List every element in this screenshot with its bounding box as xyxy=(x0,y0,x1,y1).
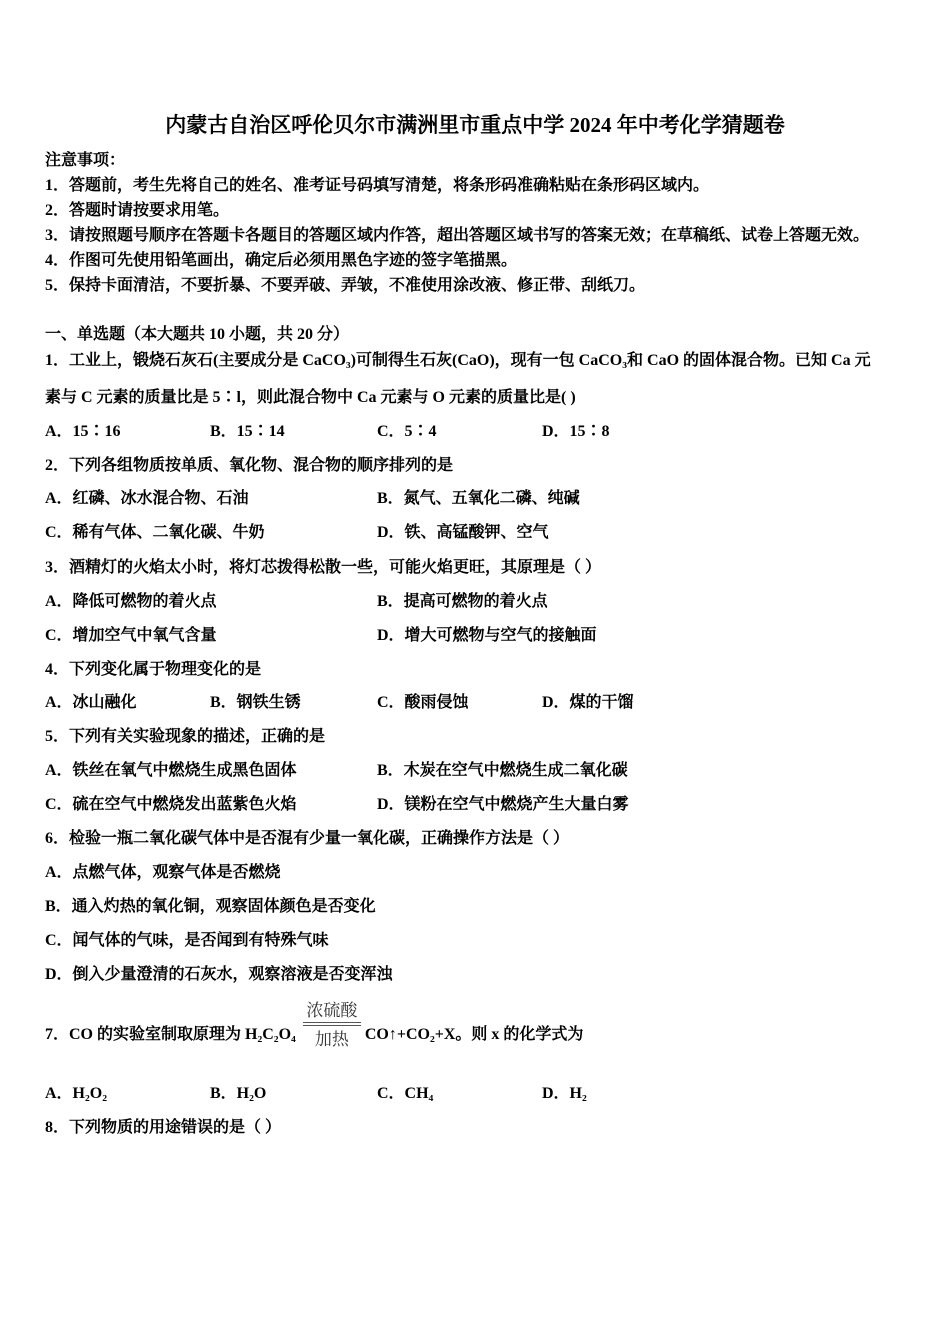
option-a: A．红磷、冰水混合物、石油 xyxy=(45,490,249,507)
option-c: C．5∶4 xyxy=(377,423,437,440)
option-b: B．钢铁生锈 xyxy=(210,694,301,711)
notice-heading: 注意事项： xyxy=(45,152,126,169)
option-d: D．倒入少量澄清的石灰水，观察溶液是否变浑浊 xyxy=(45,966,393,983)
question-4-options xyxy=(45,693,925,713)
option-a: A．15∶16 xyxy=(45,423,121,440)
question-5-stem: 5．下列有关实验现象的描述，正确的是 xyxy=(45,728,326,745)
option-c: C．闻气体的气味，是否闻到有特殊气味 xyxy=(45,932,329,949)
section-heading: 一、单选题（本大题共 10 小题，共 20 分） xyxy=(45,326,350,343)
question-2-options-row-2 xyxy=(45,523,925,543)
question-3-options-row-2 xyxy=(45,626,925,646)
question-5-options-row-2 xyxy=(45,795,925,815)
option-d: D．镁粉在空气中燃烧产生大量白雾 xyxy=(377,796,629,813)
question-6-stem: 6．检验一瓶二氧化碳气体中是否混有少量一氧化碳，正确操作方法是（ ） xyxy=(45,830,570,847)
option-c: C．硫在空气中燃烧发出蓝紫色火焰 xyxy=(45,796,297,813)
option-a: A．H₂O₂ xyxy=(45,1085,108,1102)
option-b: B．提高可燃物的着火点 xyxy=(377,593,548,610)
question-3-stem: 3．酒精灯的火焰太小时，将灯芯拨得松散一些，可能火焰更旺，其原理是（ ） xyxy=(45,559,602,576)
question-7-stem-after: CO↑+CO₂+X。则 x 的化学式为 xyxy=(364,1026,584,1043)
question-1-stem-continued: 素与 C 元素的质量比是 5∶l，则此混合物中 Ca 元素与 O 元素的质量比是( ) xyxy=(45,389,576,406)
notice-item: 2．答题时请按要求用笔。 xyxy=(45,202,230,219)
option-b: B．15∶14 xyxy=(210,423,285,440)
option-a: A．冰山融化 xyxy=(45,694,137,711)
option-b: B．通入灼热的氧化铜，观察固体颜色是否变化 xyxy=(45,898,376,915)
question-7-stem xyxy=(45,998,583,1051)
question-1-stem: 1．工业上，锻烧石灰石(主要成分是 CaCO₃)可制得生石灰(CaO)，现有一包 CaCO₃和 CaO 的固体混合物。已知 Ca 元 xyxy=(45,352,871,369)
question-7-options xyxy=(45,1084,925,1104)
option-c: C．酸雨侵蚀 xyxy=(377,694,469,711)
question-7-stem-before: 7．CO 的实验室制取原理为 H₂C₂O₄ xyxy=(45,1026,296,1043)
reaction-equals-sign xyxy=(303,1022,361,1026)
page-title: 内蒙古自治区呼伦贝尔市满洲里市重点中学 2024 年中考化学猜题卷 xyxy=(165,113,785,137)
option-d: D．煤的干馏 xyxy=(542,694,634,711)
question-1-options xyxy=(45,422,925,442)
question-2-stem: 2．下列各组物质按单质、氧化物、混合物的顺序排列的是 xyxy=(45,457,454,474)
option-c: C．CH₄ xyxy=(377,1085,434,1102)
option-b: B．氮气、五氧化二磷、纯碱 xyxy=(377,490,580,507)
notice-item: 4．作图可先使用铅笔画出，确定后必须用黑色字迹的签字笔描黑。 xyxy=(45,252,518,269)
question-3-options-row-1 xyxy=(45,592,925,612)
option-a: A．点燃气体，观察气体是否燃烧 xyxy=(45,864,281,881)
option-a: A．铁丝在氧气中燃烧生成黑色固体 xyxy=(45,762,297,779)
question-2-options-row-1 xyxy=(45,489,925,509)
option-d: D．增大可燃物与空气的接触面 xyxy=(377,627,597,644)
option-b: B．木炭在空气中燃烧生成二氧化碳 xyxy=(377,762,628,779)
question-8-stem: 8．下列物质的用途错误的是（ ） xyxy=(45,1119,282,1136)
question-4-stem: 4．下列变化属于物理变化的是 xyxy=(45,661,262,678)
question-5-options-row-1 xyxy=(45,761,925,781)
option-d: D．铁、高锰酸钾、空气 xyxy=(377,524,549,541)
notice-item: 1．答题前，考生先将自己的姓名、准考证号码填写清楚，将条形码准确粘贴在条形码区域内。 xyxy=(45,177,710,194)
option-d: D．H₂ xyxy=(542,1085,587,1102)
notice-item: 3．请按照题号顺序在答题卡各题目的答题区域内作答，超出答题区域书写的答案无效；在草稿纸、试卷上答题无效。 xyxy=(45,227,870,244)
reaction-condition xyxy=(303,998,361,1051)
reaction-condition-heating: 加热 xyxy=(314,1030,349,1049)
notice-item: 5．保持卡面清洁，不要折暴、不要弄破、弄皱，不准使用涂改液、修正带、刮纸刀。 xyxy=(45,277,646,294)
option-d: D．15∶8 xyxy=(542,423,610,440)
reaction-condition-catalyst: 浓硫酸 xyxy=(306,1001,358,1020)
option-c: C．稀有气体、二氧化碳、牛奶 xyxy=(45,524,265,541)
option-a: A．降低可燃物的着火点 xyxy=(45,593,217,610)
option-c: C．增加空气中氧气含量 xyxy=(45,627,217,644)
option-b: B．H₂O xyxy=(210,1085,267,1102)
